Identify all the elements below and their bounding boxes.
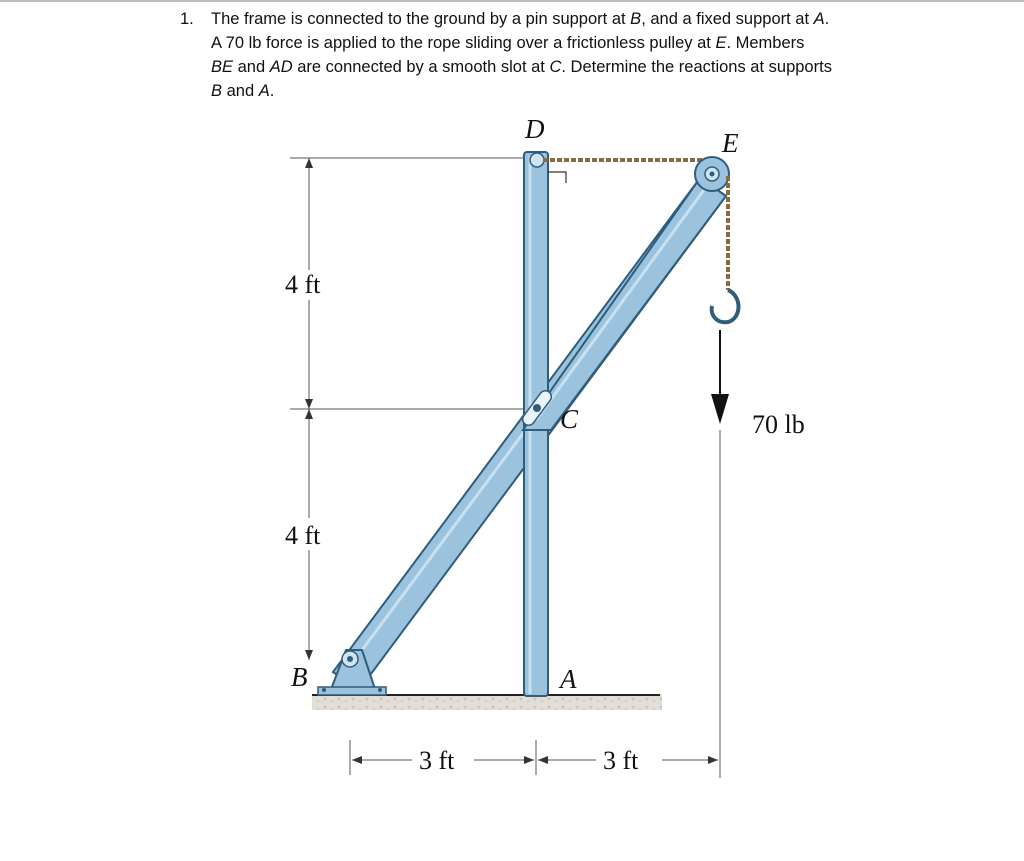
force-label: 70 lb [752,410,805,439]
problem-line-2: A 70 lb force is applied to the rope sliding over a frictionless pulley at E. Members [211,34,805,52]
dim-lower-label: 4 ft [285,521,321,550]
rope-eye-D [530,153,544,167]
dim-right-bottom-label: 3 ft [603,746,639,775]
arrowhead [708,756,718,764]
bolt [322,688,326,692]
bolt [378,688,382,692]
problem-number: 1. [180,10,194,28]
label-D: D [525,114,545,144]
pulley-E [695,157,729,191]
pin-center [347,656,353,662]
arrowhead [524,756,534,764]
label-C: C [560,404,579,434]
slot-pin [533,404,541,412]
problem-line-1: The frame is connected to the ground by a pin support at B, and a fixed support at A. [211,10,830,28]
problem-line-4: B and A. [211,82,275,100]
arrowhead [538,756,548,764]
hook [712,290,739,322]
member-BE-front [523,178,726,430]
problem-line-3: BE and AD are connected by a smooth slot at C. Determine the reactions at supports [211,58,832,76]
dim-upper-label: 4 ft [285,270,321,299]
member-BE-front-highlight [536,183,709,420]
label-A: A [560,664,577,694]
label-B: B [291,662,308,692]
arrowhead [305,650,313,660]
label-E: E [722,128,739,158]
arrowhead [305,158,313,168]
force-arrowhead [711,394,729,424]
dim-left-bottom-label: 3 ft [419,746,455,775]
arrowhead [305,409,313,419]
arrowhead [305,399,313,409]
arrowhead [352,756,362,764]
ground [312,694,662,710]
pulley-axle [710,172,715,177]
support-base-plate [318,687,386,695]
right-angle-mark [548,172,566,183]
